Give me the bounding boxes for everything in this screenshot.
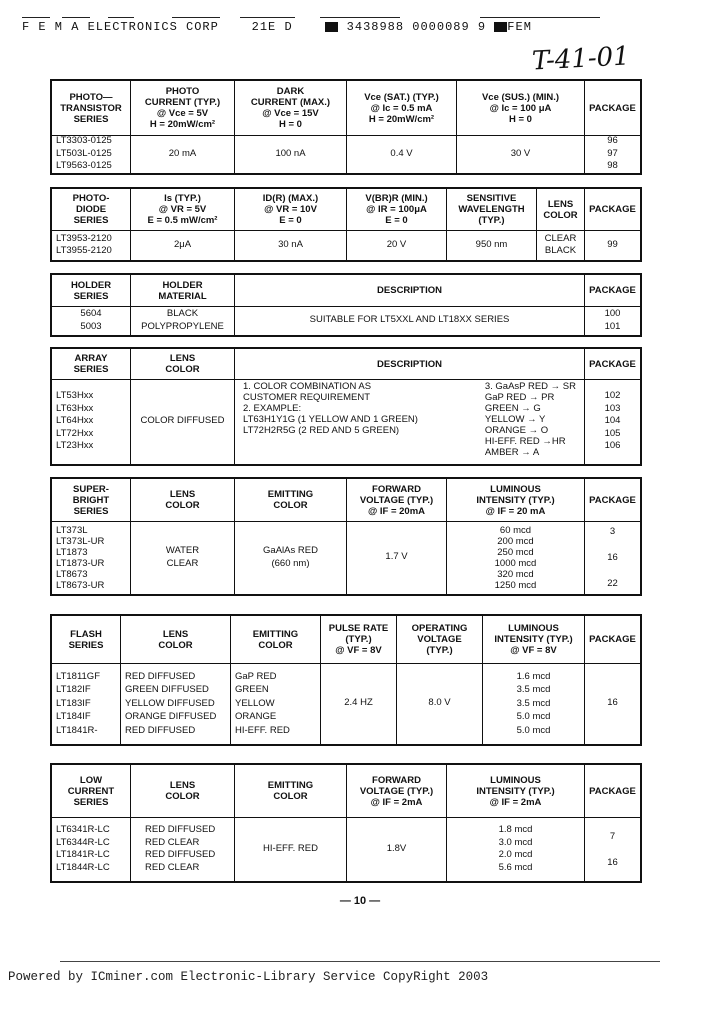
table-header-cell: EMITTING COLOR <box>234 765 346 817</box>
footer-rule <box>60 961 660 962</box>
table-cell: WATER CLEAR <box>130 521 234 594</box>
table-header-cell: V(BR)R (MIN.) @ IR = 100μA E = 0 <box>346 189 446 230</box>
table-header-cell: PULSE RATE (TYP.) @ VF = 8V <box>320 616 396 663</box>
table-row <box>52 135 640 173</box>
table-cell: GaP RED GREEN YELLOW ORANGE HI-EFF. RED <box>230 663 320 744</box>
header-rule <box>22 17 50 18</box>
table-header-cell: FORWARD VOLTAGE (TYP.) @ IF = 2mA <box>346 765 446 817</box>
table-header-cell: PACKAGE <box>584 349 640 379</box>
table-header-cell: FORWARD VOLTAGE (TYP.) @ IF = 20mA <box>346 479 446 521</box>
header-rule <box>320 17 400 18</box>
table-cell: 99 <box>584 230 640 260</box>
table-header-cell: HOLDER MATERIAL <box>130 275 234 306</box>
header-numbers: 3438988 0000089 9 <box>346 20 487 34</box>
table-cell: LT3303-0125 LT503L-0125 LT9563-0125 <box>56 135 112 172</box>
table-header-row <box>52 275 640 307</box>
array-table <box>50 347 642 466</box>
table-header-cell: LUMINOUS INTENSITY (TYP.) @ VF = 8V <box>482 616 584 663</box>
table-row <box>52 379 640 464</box>
table-header-cell: PACKAGE <box>584 81 640 135</box>
table-header-cell: ARRAY SERIES <box>73 353 109 375</box>
table-header-row <box>52 81 640 136</box>
table-header-cell: LUMINOUS INTENSITY (TYP.) @ IF = 20 mA <box>446 479 584 521</box>
table-header-cell: DESCRIPTION <box>234 349 584 379</box>
table-row <box>52 817 640 881</box>
table-row <box>52 521 640 594</box>
table-cell: 100 nA <box>234 135 346 173</box>
table-cell: 5604 5003 <box>80 308 102 332</box>
table-cell: CLEAR BLACK <box>536 230 584 260</box>
table-cell: 950 nm <box>446 230 536 260</box>
table-header-cell: ID(R) (MAX.) @ VR = 10V E = 0 <box>234 189 346 230</box>
table-cell: 1.8V <box>346 817 446 881</box>
table-header-row <box>52 616 640 664</box>
table-header-cell: SENSITIVE WAVELENGTH (TYP.) <box>446 189 536 230</box>
table-header-cell: EMITTING COLOR <box>234 479 346 521</box>
table-header-cell: PACKAGE <box>584 275 640 306</box>
table-cell: 20 V <box>346 230 446 260</box>
header-rule <box>172 17 220 18</box>
table-header-row <box>52 479 640 522</box>
table-header-cell: Vce (SAT.) (TYP.) @ Ic = 0.5 mA H = 20mW/cm² <box>346 81 456 135</box>
table-cell: 102 103 104 105 106 <box>584 379 640 464</box>
table-header-cell: OPERATING VOLTAGE (TYP.) <box>396 616 482 663</box>
table-header-cell: PHOTO— TRANSISTOR SERIES <box>60 91 122 125</box>
table-cell: 60 mcd 200 mcd 250 mcd 1000 mcd 320 mcd 1250 mcd <box>446 521 584 594</box>
table-header-cell: LENS COLOR <box>536 189 584 230</box>
document-header <box>22 20 532 34</box>
page-number: — 10 — <box>339 895 381 907</box>
table-cell: LT1811GF LT182IF LT183IF LT184IF LT1841R- <box>56 670 101 736</box>
table-header-row <box>52 189 640 231</box>
header-rule <box>62 17 90 18</box>
table-cell: 8.0 V <box>396 663 482 744</box>
table-cell: 3 16 22 <box>584 521 640 594</box>
low-current-table <box>50 763 642 883</box>
handwritten-code: T-41-01 <box>531 41 631 77</box>
table-cell: 16 <box>584 663 640 744</box>
table-cell: 2.4 HZ <box>320 663 396 744</box>
table-cell: 30 V <box>456 135 584 173</box>
table-cell: 2μA <box>130 230 234 260</box>
table-header-cell: LENS COLOR <box>130 479 234 521</box>
table-cell: 7 16 <box>584 817 640 881</box>
table-header-cell: DESCRIPTION <box>234 275 584 306</box>
table-cell: 1.7 V <box>346 521 446 594</box>
black-block-icon <box>494 22 507 32</box>
table-header-row <box>52 765 640 818</box>
table-header-cell: PHOTO- DIODE SERIES <box>72 193 110 226</box>
photodiode-table <box>50 187 642 262</box>
table-header-cell: LENS COLOR <box>120 616 230 663</box>
table-cell: BLACK POLYPROPYLENE <box>130 306 234 335</box>
superbright-table <box>50 477 642 596</box>
table-cell: 0.4 V <box>346 135 456 173</box>
table-header-cell: HOLDER SERIES <box>70 279 112 302</box>
table-header-cell: Is (TYP.) @ VR = 5V E = 0.5 mW/cm² <box>130 189 234 230</box>
company-name: F E M A ELECTRONICS CORP <box>22 20 219 34</box>
table-cell: 20 mA <box>130 135 234 173</box>
table-cell: COLOR DIFFUSED <box>130 379 234 464</box>
table-header-cell: DARK CURRENT (MAX.) @ Vce = 15V H = 0 <box>234 81 346 135</box>
table-cell: LT373L LT373L-UR LT1873 LT1873-UR LT8673 LT8673-UR <box>56 524 105 591</box>
table-header-cell: LUMINOUS INTENSITY (TYP.) @ IF = 2mA <box>446 765 584 817</box>
table-header-cell: LENS COLOR <box>130 349 234 379</box>
table-header-cell: PACKAGE <box>584 189 640 230</box>
table-header-cell: PHOTO CURRENT (TYP.) @ Vce = 5V H = 20mW/cm² <box>130 81 234 135</box>
table-cell: LT6341R-LC LT6344R-LC LT1841R-LC LT1844R-LC <box>56 824 110 873</box>
table-header-cell: EMITTING COLOR <box>230 616 320 663</box>
table-header-row <box>52 349 640 380</box>
header-code: 21E D <box>251 20 293 34</box>
table-cell: 100 101 <box>584 306 640 335</box>
table-cell: 96 97 98 <box>584 135 640 173</box>
table-cell: SUITABLE FOR LT5XXL AND LT18XX SERIES <box>234 306 584 335</box>
table-cell: LT3953-2120 LT3955-2120 <box>56 232 112 256</box>
black-block-icon <box>325 22 338 32</box>
header-rule <box>108 17 134 18</box>
table-cell: 1.8 mcd 3.0 mcd 2.0 mcd 5.6 mcd <box>446 817 584 881</box>
holder-table <box>50 273 642 337</box>
color-code-legend: 3. GaAsP RED → SR GaP RED → PR GREEN → G YELLOW → Y ORANGE → O HI-EFF. RED →HR AMBER → A <box>484 381 576 458</box>
table-row <box>52 663 640 744</box>
description-cell <box>234 379 584 464</box>
phototransistor-table <box>50 79 642 175</box>
table-header-cell: LENS COLOR <box>130 765 234 817</box>
description-text: 1. COLOR COMBINATION AS CUSTOMER REQUIREMENT 2. EXAMPLE: LT63H1Y1G (1 YELLOW AND 1 GREEN) LT72H2R5G (2 RED AND 5 GREEN) <box>243 381 418 436</box>
table-header-cell: PACKAGE <box>584 479 640 521</box>
table-cell: GaAlAs RED (660 nm) <box>234 521 346 594</box>
table-cell: 30 nA <box>234 230 346 260</box>
table-cell: RED DIFFUSED RED CLEAR RED DIFFUSED RED CLEAR <box>130 817 234 881</box>
table-header-cell: PACKAGE <box>584 765 640 817</box>
table-cell: RED DIFFUSED GREEN DIFFUSED YELLOW DIFFUSED ORANGE DIFFUSED RED DIFFUSED <box>120 663 230 744</box>
header-rule <box>480 17 600 18</box>
table-header-cell: Vce (SUS.) (MIN.) @ Ic = 100 μA H = 0 <box>456 81 584 135</box>
table-header-cell: FLASH SERIES <box>68 628 104 651</box>
table-row <box>52 230 640 260</box>
table-header-cell: PACKAGE <box>584 616 640 663</box>
table-cell: HI-EFF. RED <box>234 817 346 881</box>
footer-text: Powered by ICminer.com Electronic-Library Service CopyRight 2003 <box>8 970 489 984</box>
header-rule <box>240 17 295 18</box>
table-cell: LT53Hxx LT63Hxx LT64Hxx LT72Hxx LT23Hxx <box>56 390 94 452</box>
table-header-cell: LOW CURRENT SERIES <box>67 774 115 808</box>
flash-table <box>50 614 642 746</box>
table-header-cell: SUPER- BRIGHT SERIES <box>72 483 110 517</box>
table-cell: 1.6 mcd 3.5 mcd 3.5 mcd 5.0 mcd 5.0 mcd <box>482 663 584 744</box>
brand-name: FEM <box>507 20 532 34</box>
table-row <box>52 306 640 335</box>
